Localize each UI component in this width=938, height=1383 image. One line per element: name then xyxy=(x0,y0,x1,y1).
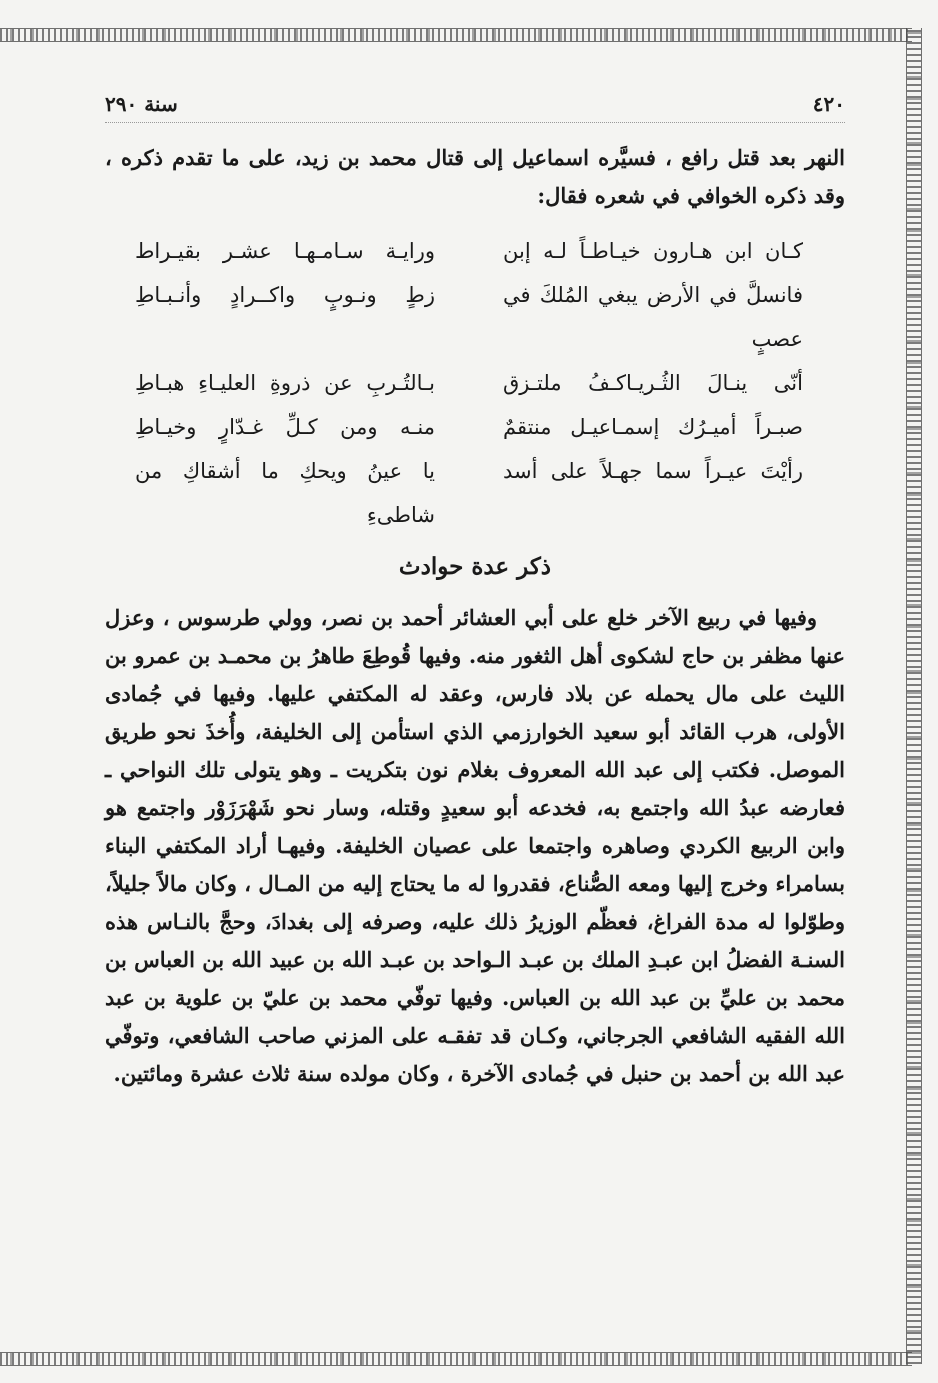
intro-paragraph: النهر بعد قتل رافع ، فسيَّره اسماعيل إلى قتال محمد بن زيد، على ما تقدم ذكره ، وقد ذكره الخوافي في شعره فقال: xyxy=(105,145,845,208)
verse-line xyxy=(105,449,845,537)
year-title: سنة ٢٩٠ xyxy=(105,92,178,116)
verse-line xyxy=(105,405,845,449)
verse-first-hemistich: رأيْتَ عيـراً سما جهـلاً على أسد xyxy=(503,459,803,483)
page-number: ٤٢٠ xyxy=(812,92,845,116)
verse-second-hemistich: بـالتُـربِ عن ذروةِ العليـاءِ هبـاطِ xyxy=(135,371,435,395)
verse-first-hemistich: صبـراً أميـرُك إسمـاعيـل منتقمٌ xyxy=(503,415,803,439)
poem xyxy=(105,229,845,537)
verse-second-hemistich: ورايـة سـامـهـا عشـر بقيـراط xyxy=(135,239,435,263)
running-header xyxy=(105,92,845,123)
verse-first-hemistich: فانسلَّ في الأرض يبغي المُلكَ في عصبٍ xyxy=(503,283,803,351)
verse-line xyxy=(105,229,845,273)
verse-first-hemistich: أنّى ينـالَ الثُـريـاكـفُ ملتـزق xyxy=(503,371,803,395)
verse-first-hemistich: كـان ابن هـارون خيـاطـاً لـه إبن xyxy=(503,239,803,263)
ornamental-border-top xyxy=(0,28,912,42)
ornamental-border-bottom xyxy=(0,1352,912,1366)
verse-second-hemistich: يا عينُ ويحكِ ما أشقاكِ من شاطىءِ xyxy=(135,459,435,527)
verse-second-hemistich: منـه ومن كـلِّ غـدّارٍ وخيـاطِ xyxy=(135,415,435,439)
verse-second-hemistich: زطٍ ونـوبٍ واكــرادٍ وأنـبـاطِ xyxy=(135,283,435,307)
ornamental-border-right xyxy=(906,28,922,1364)
verse-line xyxy=(105,273,845,361)
verse-line xyxy=(105,361,845,405)
body-paragraph: وفيها في ربيع الآخر خلع على أبي العشائر أحمد بن نصر، وولي طرسوس ، وعزل عنها مظفر بن حاج لشكوى أهل الثغور منه. وفيها قُوطِعَ طاهرُ بن محمـد بن عمرو بن الليث على مال يحمله عن بلاد فارس، وعقد له المكتفي عليها. وفيها في جُمادى الأولى، هرب القائد أبو سعيد الخوارزمي الذي استأمن إلى الخليفة، وأُخذَ نحو طريق الموصل. فكتب إلى عبد الله المعروف بغلام نون بتكريت ـ وهو يتولى تلك النواحي ـ فعارضه عبدُ الله واجتمع به، فخدعه أبو سعيدٍ وقتله، وسار نحو شَهْرَزَوْر واجتمع هو وابن الربيع الكردي وصاهره واجتمعا على عصيان الخليفة. وفيهـا أراد المكتفي البناء بسامراء وخرج إليها ومعه الصُّناع، فقدروا له ما يحتاج إليه من المـال ، وكان مالاً جليلاً، وطوّلوا له مدة الفراغ، فعظّم الوزيرُ ذلك عليه، وصرفه إلى بغدادَ، وحجَّ بالنـاس هذه السنـة الفضلُ ابن عبـدِ الملك بن عبـد الـواحد بن عبـد الله بن عبيد الله بن العباس بن محمد بن عليِّ بن عبد الله بن العباس. وفيها توفّي محمد بن عليّ بن علوية بن عبد الله الفقيه الشافعي الجرجاني، وكـان قد تفقـه على المزني صاحب الشافعي، وتوفّي عبد الله بن أحمد بن حنبل في جُمادى الآخرة ، وكان مولده سنة ثلاث عشرة ومائتين. xyxy=(105,605,845,1086)
page-content xyxy=(105,92,845,1093)
section-title: ذكر عدة حوادث xyxy=(398,553,552,580)
